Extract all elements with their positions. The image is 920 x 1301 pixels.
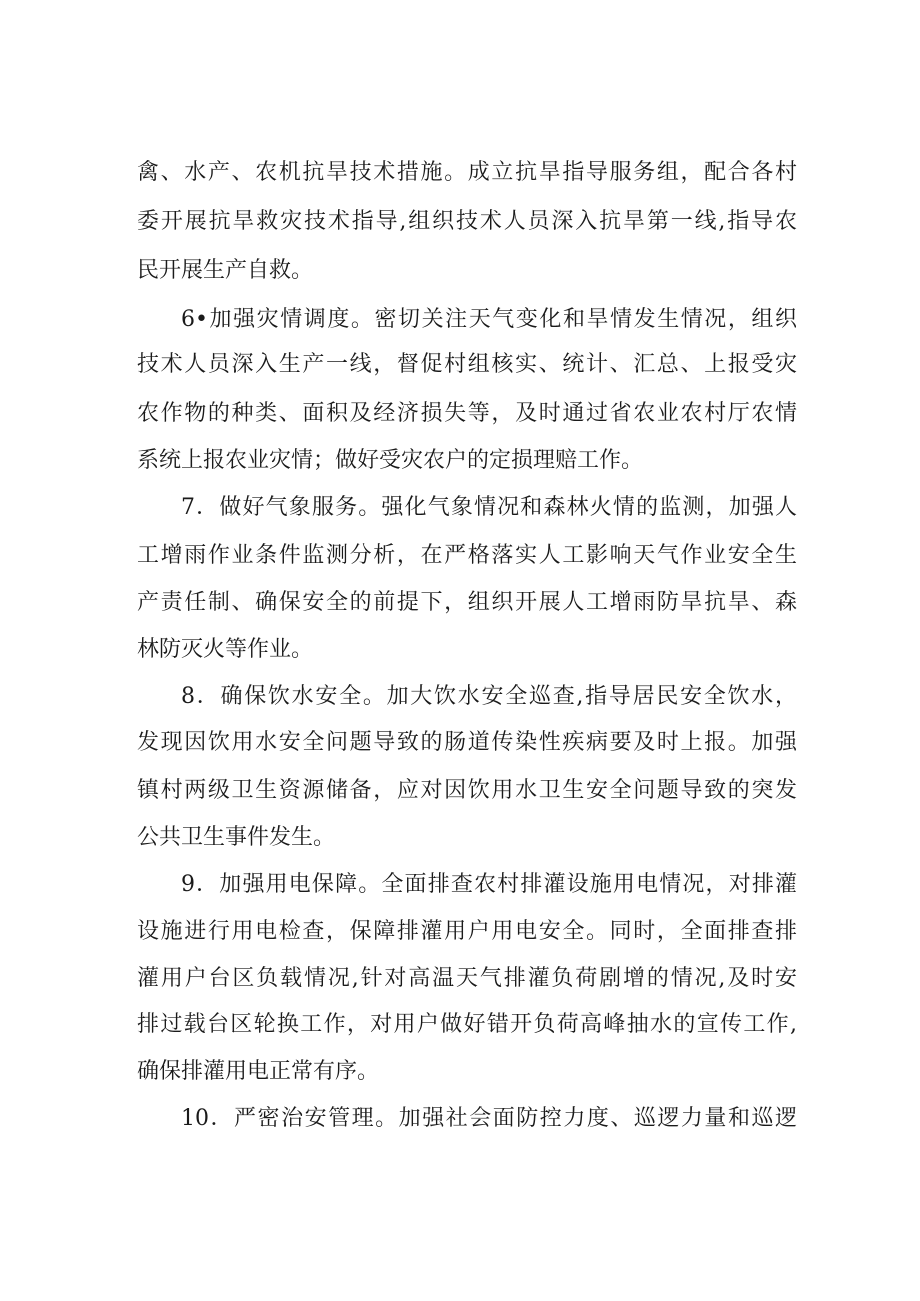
paragraph-line: 10．严密治安管理。加强社会面防控力度、巡逻力量和巡逻 <box>181 1106 797 1131</box>
paragraph-line: 镇村两级卫生资源储备，应对因饮用水卫生安全问题导致的突发 <box>137 778 797 803</box>
paragraph-line: 设施进行用电检查，保障排灌用户用电安全。同时，全面排查排 <box>137 919 797 944</box>
paragraph-line: 公共卫生事件发生。 <box>137 825 336 850</box>
paragraph-line: 确保排灌用电正常有序。 <box>137 1059 380 1084</box>
paragraph-line: 林防灭火等作业。 <box>137 637 314 662</box>
paragraph-line: 禽、水产、农机抗旱技术措施。成立抗旱指导服务组，配合各村 <box>137 160 797 185</box>
paragraph-line: 发现因饮用水安全问题导致的肠道传染性疾病要及时上报。加强 <box>137 730 797 755</box>
paragraph-line: 产责任制、确保安全的前提下，组织开展人工增雨防旱抗旱、森 <box>137 590 797 615</box>
paragraph-line: 工增雨作业条件监测分析，在严格落实人工影响天气作业安全生 <box>137 543 797 568</box>
paragraph-line: 8．确保饮水安全。加大饮水安全巡查,指导居民安全饮水， <box>181 684 797 709</box>
paragraph-line: 委开展抗旱救灾技术指导,组织技术人员深入抗旱第一线,指导农 <box>137 209 797 234</box>
paragraph-line: 系统上报农业灾情；做好受灾农户的定损理赔工作。 <box>137 448 644 473</box>
paragraph-line: 技术人员深入生产一线，督促村组核实、统计、汇总、上报受灾 <box>137 352 797 377</box>
paragraph-line: 排过载台区轮换工作，对用户做好错开负荷高峰抽水的宣传工作, <box>137 1012 797 1037</box>
paragraph-line: 灌用户台区负载情况,针对高温天气排灌负荷剧增的情况,及时安 <box>137 966 797 991</box>
paragraph-line: 6•加强灾情调度。密切关注天气变化和旱情发生情况，组织 <box>181 307 797 332</box>
paragraph-line: 农作物的种类、面积及经济损失等，及时通过省农业农村厅农情 <box>137 401 797 426</box>
paragraph-line: 9．加强用电保障。全面排查农村排灌设施用电情况，对排灌 <box>181 872 797 897</box>
paragraph-line: 民开展生产自救。 <box>137 258 314 283</box>
paragraph-line: 7．做好气象服务。强化气象情况和森林火情的监测，加强人 <box>181 495 797 520</box>
